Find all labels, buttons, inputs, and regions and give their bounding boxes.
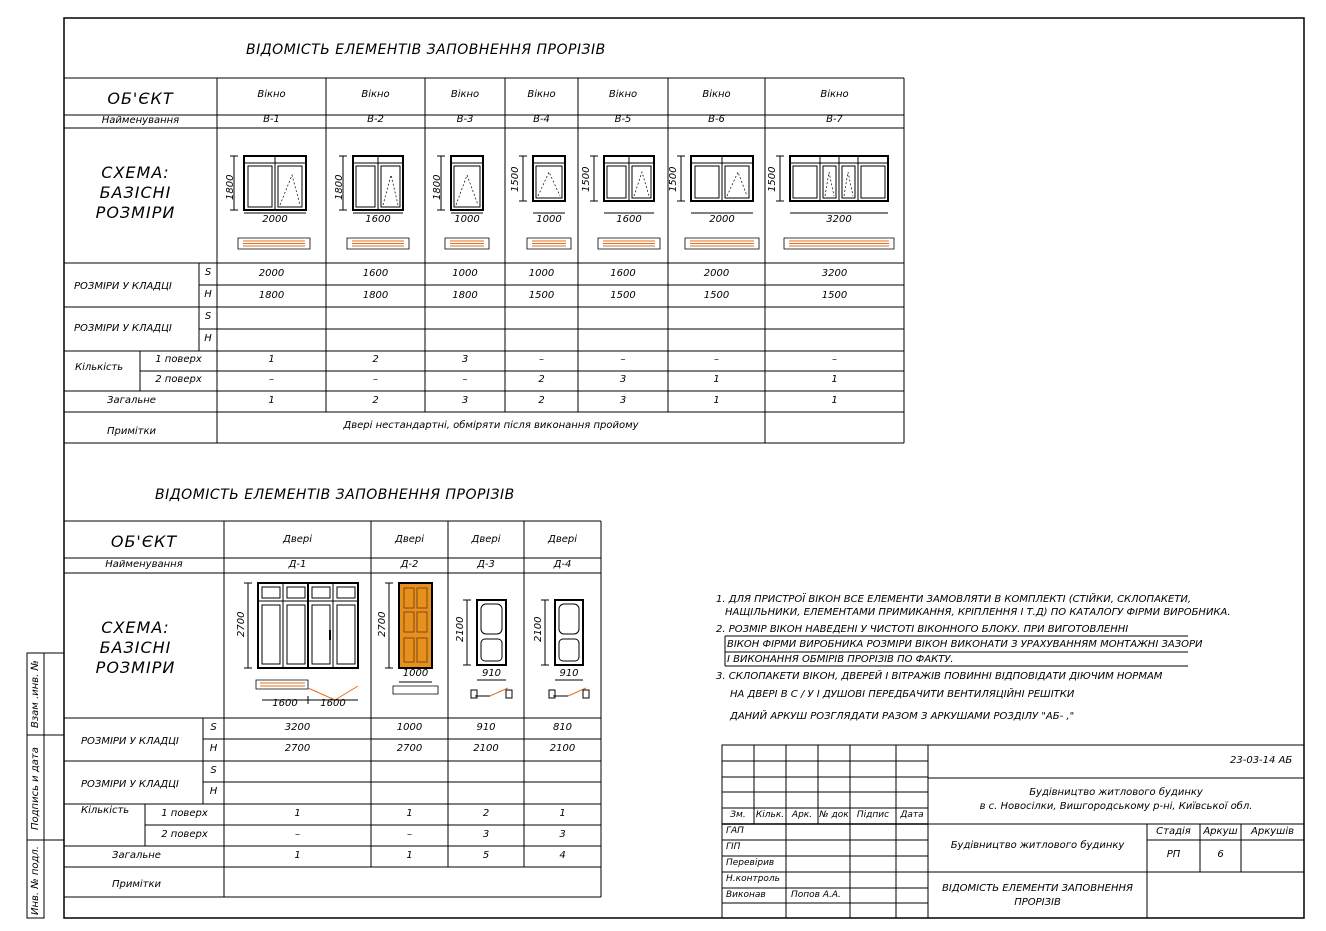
door-type-0: Двері: [283, 534, 312, 545]
door-type-2: Двері: [471, 534, 501, 545]
stamp-role-executor: Виконав: [726, 890, 766, 900]
door-total-2: 5: [482, 850, 490, 861]
door-h-2: 2100: [473, 743, 499, 754]
window-total-2: 3: [461, 395, 469, 406]
stamp-role-ncontrol: Н.контроль: [726, 874, 780, 884]
windows-h-label: H: [204, 289, 212, 300]
note-line-7: НА ДВЕРІ В С / У І ДУШОВІ ПЕРЕДБАЧИТИ ВЕНТИЛЯЦІЙНІ РЕШІТКИ: [730, 689, 1075, 700]
window-floor2-2: –: [462, 374, 468, 385]
window-floor1-3: –: [539, 354, 544, 365]
window-floor1-2: 3: [461, 354, 469, 365]
window-s-1: 1600: [362, 268, 389, 279]
window-floor1-4: –: [620, 354, 626, 365]
note-line-4: ВІКОН ФІРМИ ВИРОБНИКА РОЗМІРИ ВІКОН ВИКОНАТИ З УРАХУВАННЯМ МОНТАЖНІ ЗАЗОРИ: [727, 639, 1203, 650]
windows-floor1-label: 1 поверх: [155, 354, 202, 365]
window-floor2-0: –: [269, 374, 274, 385]
window-s-5: 2000: [703, 268, 730, 279]
door-dim-h-2: 2100: [455, 616, 466, 642]
window-h-2: 1800: [452, 290, 478, 301]
window-s-4: 1600: [610, 268, 636, 279]
door-floor2-2: 3: [482, 829, 490, 840]
stamp-sheet-title-2: ПРОРІЗІВ: [1014, 897, 1061, 908]
windows-table-title: ВІДОМІСТЬ ЕЛЕМЕНТІВ ЗАПОВНЕННЯ ПРОРІЗІВ: [246, 42, 606, 58]
windows-scheme-label: СХЕМА: БАЗІСНІ РОЗМІРИ: [95, 163, 176, 222]
windows-name-label: Найменування: [101, 115, 180, 126]
doors-floor1-label: 1 поверх: [161, 808, 208, 819]
window-type-2: Вікно: [450, 89, 480, 100]
window-h-0: 1800: [258, 290, 285, 301]
windows-size-label: РОЗМІРИ У КЛАДЦІ: [74, 281, 172, 292]
stamp-executor-name: Попов А.А.: [791, 890, 841, 900]
window-type-3: Вікно: [527, 89, 556, 100]
stamp-header-zm: Зм.: [730, 810, 746, 820]
door-dim-h-3: 2100: [533, 616, 544, 642]
note-line-3: 2. РОЗМІР ВІКОН НАВЕДЕНІ У ЧИСТОТІ ВІКОННОГО БЛОКУ. ПРИ ВИГОТОВЛЕННІ: [716, 624, 1129, 635]
window-h-4: 1500: [610, 290, 636, 301]
window-dim-h-4: 1500: [581, 166, 592, 192]
door-total-3: 4: [559, 850, 566, 861]
window-total-4: 3: [619, 395, 627, 406]
window-scheme-v2: [339, 156, 409, 249]
door-s-3: 810: [552, 722, 573, 733]
window-floor2-3: 2: [538, 374, 545, 385]
door-scheme-d3: [463, 600, 512, 698]
window-floor2-6: 1: [831, 374, 838, 385]
window-scheme-v3: [437, 156, 489, 249]
door-h-3: 2100: [549, 743, 576, 754]
window-name-2: В-3: [456, 114, 474, 125]
door-name-0: Д-1: [288, 559, 307, 570]
door-floor1-3: 1: [559, 808, 566, 819]
window-name-0: В-1: [263, 114, 280, 125]
windows-s-label: S: [204, 267, 212, 278]
windows-h-label-2: H: [204, 333, 212, 344]
stamp-header-kilk: Кільк.: [755, 810, 785, 820]
window-dim-h-6: 1500: [767, 166, 778, 192]
window-dim-h-2: 1800: [432, 174, 443, 200]
stamp-project-line1: Будівництво житлового будинку: [1029, 787, 1203, 798]
window-total-0: 1: [268, 395, 275, 406]
doors-size-label: РОЗМІРИ У КЛАДЦІ: [81, 736, 179, 747]
door-floor2-1: –: [407, 829, 412, 840]
stamp-sheet-title-1: ВІДОМІСТЬ ЕЛЕМЕНТИ ЗАПОВНЕННЯ: [942, 883, 1133, 894]
window-type-5: Вікно: [702, 89, 731, 100]
note-line-8: ДАНИЙ АРКУШ РОЗГЛЯДАТИ РАЗОМ З АРКУШАМИ РОЗДІЛУ "АБ- ,": [730, 711, 1075, 722]
stamp-header-date: Дата: [900, 810, 924, 820]
doors-table-title: ВІДОМІСТЬ ЕЛЕМЕНТІВ ЗАПОВНЕННЯ ПРОРІЗІВ: [155, 487, 515, 503]
window-total-3: 2: [538, 395, 545, 406]
window-dim-w-5: 2000: [709, 214, 735, 225]
door-name-1: Д-2: [400, 559, 419, 570]
window-dim-h-3: 1500: [510, 166, 521, 192]
windows-notes-label: Примітки: [106, 426, 157, 437]
window-scheme-v5: [590, 156, 660, 249]
windows-object-label: ОБ'ЄКТ: [107, 89, 174, 108]
door-dim-w-3: 910: [559, 668, 579, 679]
doors-object-label: ОБ'ЄКТ: [110, 532, 178, 551]
door-dim-h-1: 2700: [377, 611, 388, 637]
window-scheme-v6: [677, 156, 759, 249]
doors-h-label-2: H: [209, 786, 218, 797]
door-floor1-1: 1: [406, 808, 413, 819]
stamp-header-doc: № док: [819, 810, 849, 820]
door-dim-w-1: 1000: [402, 668, 429, 679]
note-line-5: І ВИКОНАННЯ ОБМІРІВ ПРОРІЗІВ ПО ФАКТУ.: [727, 654, 954, 665]
window-floor1-1: 2: [372, 354, 379, 365]
door-floor1-2: 2: [482, 808, 490, 819]
window-scheme-v1: [230, 156, 310, 249]
window-type-6: Вікно: [820, 89, 849, 100]
door-name-2: Д-3: [477, 559, 495, 570]
note-line-1: 1. ДЛЯ ПРИСТРОЇ ВІКОН ВСЕ ЕЛЕМЕНТИ ЗАМОВЛЯТИ В КОМПЛЕКТІ (СТІЙКИ, СКЛОПАКЕТИ,: [716, 594, 1192, 605]
windows-floor2-label: 2 поверх: [155, 374, 202, 385]
doors-name-label: Найменування: [105, 559, 183, 570]
doors-qty-label: Кількість: [81, 805, 130, 816]
window-h-3: 1500: [528, 290, 555, 301]
door-dim-w1-0: 1600: [272, 698, 298, 709]
window-floor1-5: –: [714, 354, 719, 365]
window-dim-w-3: 1000: [536, 214, 562, 225]
door-type-3: Двері: [548, 534, 577, 545]
doors-h-label: H: [209, 743, 218, 754]
window-s-6: 3200: [821, 268, 848, 279]
door-dim-h-0: 2700: [236, 611, 247, 637]
window-scheme-v4: [519, 156, 571, 249]
window-name-5: В-6: [708, 114, 725, 125]
door-scheme-d4: [541, 600, 589, 698]
door-s-1: 1000: [396, 722, 423, 733]
window-dim-w-1: 1600: [365, 214, 391, 225]
stamp-role-checked: Перевірив: [726, 858, 775, 868]
window-dim-w-2: 1000: [454, 214, 480, 225]
side-stamp-label-1: Взам .инв. №: [30, 660, 41, 728]
window-h-6: 1500: [821, 290, 848, 301]
window-h-1: 1800: [362, 290, 389, 301]
window-floor2-4: 3: [619, 374, 627, 385]
doors-s-label-2: S: [210, 765, 217, 776]
window-name-3: В-4: [533, 114, 550, 125]
windows-size-label-2: РОЗМІРИ У КЛАДЦІ: [74, 323, 172, 334]
door-h-1: 2700: [396, 743, 423, 754]
door-s-2: 910: [476, 722, 496, 733]
window-total-1: 2: [372, 395, 379, 406]
note-line-6: 3. СКЛОПАКЕТИ ВІКОН, ДВЕРЕЙ І ВІТРАЖІВ ПОВИННІ ВІДПОВІДАТИ ДІЮЧИМ НОРМАМ: [716, 671, 1163, 682]
door-floor2-0: –: [295, 829, 300, 840]
window-s-3: 1000: [528, 268, 555, 279]
window-s-2: 1000: [452, 268, 478, 279]
doors-size-label-2: РОЗМІРИ У КЛАДЦІ: [81, 779, 179, 790]
doors-notes-label: Примітки: [111, 879, 162, 890]
door-scheme-d1: [244, 583, 358, 704]
side-stamp-label-3: Инв. № подл.: [30, 846, 41, 915]
window-dim-h-0: 1800: [225, 174, 236, 200]
door-dim-w-2: 910: [481, 668, 502, 679]
door-floor1-0: 1: [294, 808, 301, 819]
stamp-header-ark: Арк.: [791, 810, 813, 820]
door-dim-w2-0: 1600: [320, 698, 346, 709]
window-total-5: 1: [713, 395, 720, 406]
window-floor2-5: 1: [713, 374, 720, 385]
window-type-1: Вікно: [361, 89, 390, 100]
window-floor2-1: –: [373, 374, 378, 385]
window-h-5: 1500: [703, 290, 730, 301]
door-type-1: Двері: [395, 534, 424, 545]
stamp-role-gap: ГАП: [726, 826, 744, 836]
stamp-code: 23-03-14 АБ: [1230, 755, 1293, 766]
window-name-1: В-2: [367, 114, 384, 125]
doors-scheme-label: СХЕМА: БАЗІСНІ РОЗМІРИ: [95, 618, 176, 677]
window-name-4: В-5: [614, 114, 632, 125]
windows-notes-text: Двері нестандартні, обміряти після виконання пройому: [343, 420, 639, 431]
door-floor2-3: 3: [559, 829, 566, 840]
door-total-0: 1: [294, 850, 301, 861]
note-line-2: НАЩІЛЬНИКИ, ЕЛЕМЕНТАМИ ПРИМИКАННЯ, КРІПЛЕННЯ І Т.Д) ПО КАТАЛОГУ ФІРМИ ВИРОБНИКА.: [725, 607, 1231, 618]
doors-s-label: S: [210, 722, 217, 733]
window-total-6: 1: [831, 395, 838, 406]
stamp-stage-label: Стадія: [1156, 826, 1191, 837]
window-dim-h-1: 1800: [334, 174, 345, 200]
window-dim-h-5: 1500: [668, 166, 679, 192]
doors-total-label: Загальне: [112, 850, 161, 861]
side-stamp-label-2: Подпись и дата: [30, 747, 41, 830]
doors-floor2-label: 2 поверх: [161, 829, 208, 840]
stamp-sheet-label: Аркуш: [1203, 826, 1238, 837]
door-s-0: 3200: [284, 722, 311, 733]
stamp-role-gip: ГІП: [726, 842, 741, 852]
stamp-building: Будівництво житлового будинку: [950, 840, 1125, 851]
window-floor1-0: 1: [268, 354, 275, 365]
stamp-sheets-label: Аркушів: [1251, 826, 1294, 837]
stamp-project-line2: в с. Новосілки, Вишгородському р-ні, Київської обл.: [979, 801, 1253, 812]
door-name-3: Д-4: [553, 559, 572, 570]
windows-qty-label: Кількість: [75, 362, 124, 373]
window-floor1-6: –: [832, 354, 837, 365]
windows-s-label-2: S: [204, 311, 212, 322]
window-type-4: Вікно: [608, 89, 638, 100]
stamp-header-sign: Підпис: [856, 810, 890, 820]
window-type-0: Вікно: [257, 89, 286, 100]
window-dim-w-0: 2000: [262, 214, 288, 225]
door-h-0: 2700: [284, 743, 311, 754]
window-scheme-v7: [776, 156, 894, 249]
door-total-1: 1: [406, 850, 413, 861]
window-name-6: В-7: [826, 114, 843, 125]
window-dim-w-4: 1600: [616, 214, 642, 225]
window-dim-w-6: 3200: [826, 214, 852, 225]
windows-total-label: Загальне: [107, 395, 156, 406]
stamp-stage: РП: [1166, 849, 1181, 860]
window-s-0: 2000: [258, 268, 285, 279]
stamp-sheet: 6: [1217, 849, 1224, 860]
